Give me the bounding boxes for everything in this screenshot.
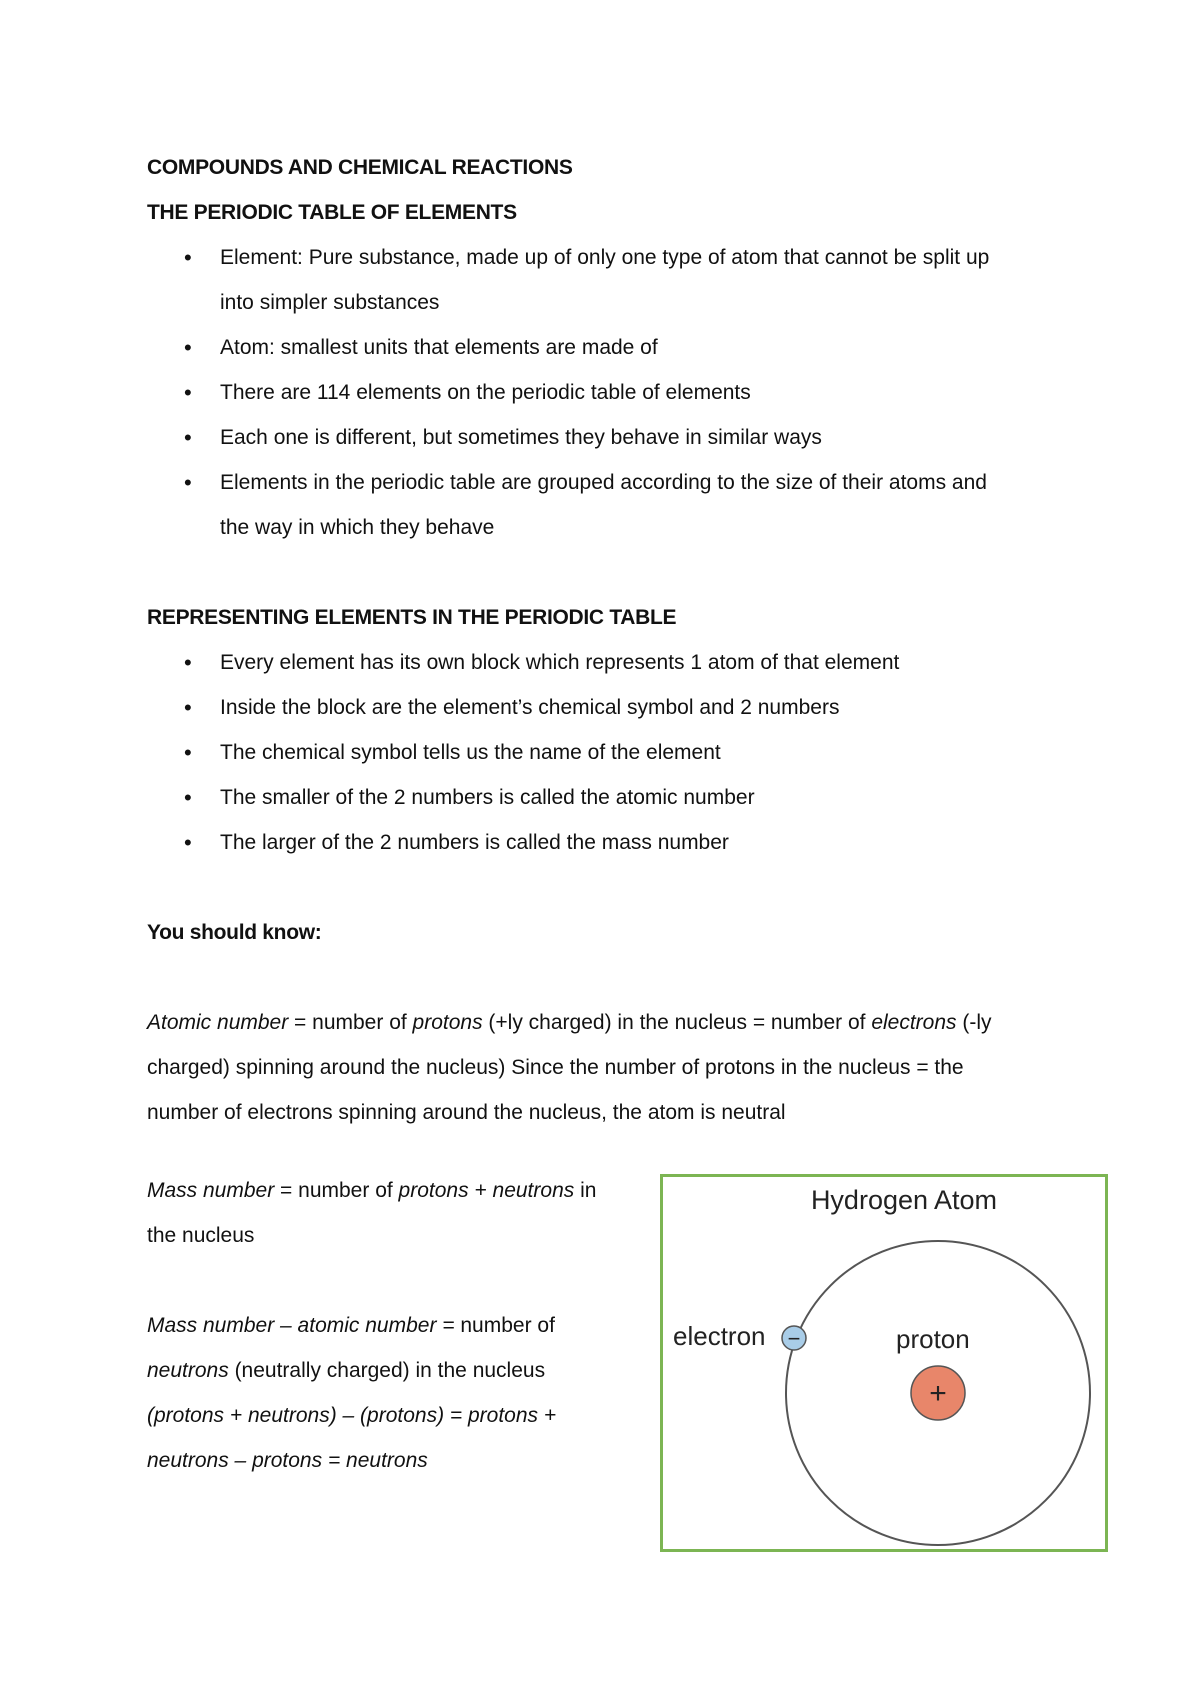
bullet-icon: • [184,695,192,720]
hydrogen-atom-diagram [663,1177,1105,1549]
list-item: • The smaller of the 2 numbers is called the atomic number [147,775,1077,820]
neutron-equation-line-2: neutrons – protons = neutrons [147,1449,428,1472]
mass-number-block [147,1168,647,1483]
document-page [147,145,1077,1135]
list-item: • Every element has its own block which represents 1 atom of that element [147,640,1077,685]
atomic-number-line-3: number of electrons spinning around the nucleus, the atom is neutral [147,1101,786,1124]
list-item: • Atom: smallest units that elements are made of [147,325,1077,370]
bullet-icon: • [184,740,192,765]
hydrogen-atom-figure [660,1174,1108,1552]
bullet-icon: • [184,470,192,495]
proton-sign: + [929,1377,947,1410]
section-heading-representing-elements: REPRESENTING ELEMENTS IN THE PERIODIC TABLE [147,606,677,629]
electron-sign: − [787,1326,801,1351]
you-should-know-heading: You should know: [147,921,322,944]
bullet-icon: • [184,830,192,855]
representing-elements-bullet-list [147,640,1077,865]
page-title: COMPOUNDS AND CHEMICAL REACTIONS [147,156,573,179]
section-heading-periodic-table: THE PERIODIC TABLE OF ELEMENTS [147,201,517,224]
list-item: • Inside the block are the element’s chemical symbol and 2 numbers [147,685,1077,730]
bullet-icon: • [184,245,192,270]
list-item: • Elements in the periodic table are grouped according to the size of their atoms and [147,460,1077,505]
bullet-icon: • [184,380,192,405]
mass-number-line-1: Mass number = number of protons + neutrons in [147,1179,597,1202]
neutron-calc-line-1: Mass number – atomic number = number of [147,1314,555,1337]
bullet-icon: • [184,425,192,450]
list-item: • Element: Pure substance, made up of only one type of atom that cannot be split up [147,235,1077,280]
bullet-icon: • [184,785,192,810]
periodic-table-bullet-list [147,235,1077,550]
figure-title: Hydrogen Atom [810,1185,998,1215]
electron-label: electron [673,1321,766,1351]
atomic-number-line-1: Atomic number = number of protons (+ly charged) in the nucleus = number of electrons (-ly [147,1011,992,1034]
neutron-calc-line-2: neutrons (neutrally charged) in the nucleus [147,1359,546,1382]
bullet-icon: • [184,335,192,360]
list-item: • Each one is different, but sometimes they behave in similar ways [147,415,1077,460]
atomic-number-paragraph [147,1000,1077,1135]
list-item: • The chemical symbol tells us the name of the element [147,730,1077,775]
list-item: • The larger of the 2 numbers is called the mass number [147,820,1077,865]
list-item-continuation: into simpler substances [220,291,440,314]
mass-number-line-2: the nucleus [147,1224,255,1247]
list-item-continuation: the way in which they behave [220,516,495,539]
proton-label: proton [896,1324,970,1354]
atomic-number-line-2: charged) spinning around the nucleus) Since the number of protons in the nucleus = the [147,1056,964,1079]
bullet-icon: • [184,650,192,675]
neutron-equation-line-1: (protons + neutrons) – (protons) = protons + [147,1404,557,1427]
list-item: • There are 114 elements on the periodic table of elements [147,370,1077,415]
